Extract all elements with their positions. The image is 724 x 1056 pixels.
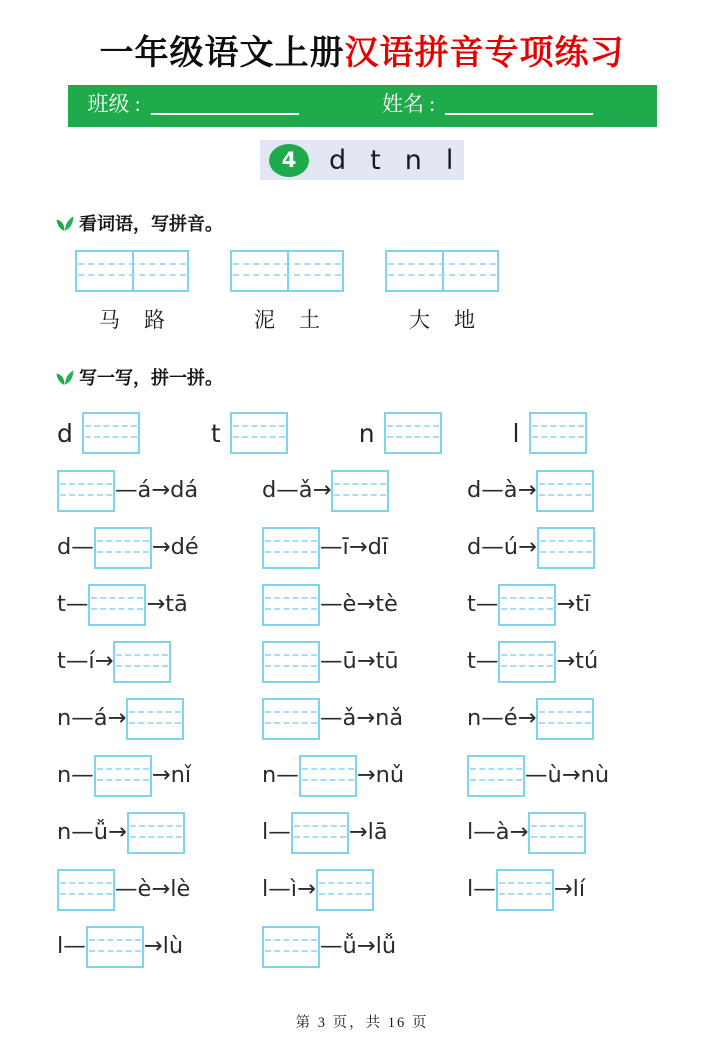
blend-write-box[interactable] (86, 926, 144, 968)
blend-exercise-cell (467, 470, 672, 512)
word-char: 地 (454, 308, 475, 333)
blend-write-box[interactable] (316, 869, 374, 911)
blend-text-before: d—à→ (467, 477, 537, 504)
blend-text-after: —ǎ→nǎ (320, 705, 404, 732)
blend-exercise-cell (262, 926, 467, 968)
name-field (362, 90, 657, 123)
blend-text-after: →tú (556, 648, 599, 675)
blend-write-box[interactable] (536, 698, 594, 740)
blend-text-before: n—ǚ→ (57, 819, 127, 846)
word-char: 马 (99, 308, 120, 333)
pinyin-write-box[interactable] (75, 250, 189, 292)
blend-write-box[interactable] (537, 527, 595, 569)
student-info-bar (68, 85, 657, 127)
blend-text-before: l— (467, 876, 496, 903)
blend-write-box[interactable] (57, 470, 115, 512)
trace-letter: l (512, 418, 520, 448)
word-characters (385, 304, 499, 334)
lesson-letters (329, 144, 454, 176)
blend-row (57, 918, 724, 975)
blend-exercise-cell (262, 698, 467, 740)
blend-exercise-cell (262, 869, 467, 911)
blend-write-box[interactable] (498, 584, 556, 626)
title-black-part: 一年级语文上册 (99, 35, 345, 72)
blend-write-box[interactable] (291, 812, 349, 854)
letter-write-box[interactable] (230, 412, 288, 454)
blend-write-box[interactable] (496, 869, 554, 911)
blend-exercise-cell (57, 812, 262, 854)
blend-text-before: t— (57, 591, 89, 618)
blending-exercise-grid (57, 462, 724, 975)
blend-text-after: —è→lè (115, 876, 191, 903)
blend-text-before: l—à→ (467, 819, 529, 846)
lesson-letter: t (370, 144, 381, 176)
section-2-heading-text: 写一写，拼一拼。 (79, 368, 223, 390)
lesson-letter: l (445, 144, 454, 176)
word-characters (230, 304, 344, 334)
section-1-heading-text: 看词语，写拼音。 (79, 214, 223, 236)
blend-text-after: →nǔ (356, 762, 405, 789)
blend-text-before: n— (57, 762, 94, 789)
blend-text-before: t— (467, 648, 499, 675)
pinyin-word-item (75, 250, 189, 334)
blend-exercise-cell (57, 869, 262, 911)
letter-write-box[interactable] (384, 412, 442, 454)
blend-row (57, 576, 724, 633)
blend-text-after: →lí (553, 876, 586, 903)
trace-letter-item (211, 412, 288, 454)
blend-write-box[interactable] (262, 698, 320, 740)
blend-row (57, 519, 724, 576)
trace-letter: n (358, 418, 375, 448)
blend-exercise-cell (262, 584, 467, 626)
blend-text-after: —ǚ→lǚ (320, 933, 397, 960)
blend-write-box[interactable] (528, 812, 586, 854)
lesson-letter: n (404, 144, 422, 176)
blend-write-box[interactable] (94, 527, 152, 569)
blend-text-after: —á→dá (115, 477, 199, 504)
blend-exercise-cell (262, 812, 467, 854)
blend-exercise-cell (57, 584, 262, 626)
blend-text-after: →tā (146, 591, 188, 618)
blend-text-before: t—í→ (57, 648, 114, 675)
blend-exercise-cell (262, 641, 467, 683)
blend-text-before: n—á→ (57, 705, 127, 732)
blend-text-before: t— (467, 591, 499, 618)
pinyin-word-row (75, 250, 724, 334)
section-1-heading (55, 210, 724, 236)
blend-exercise-cell (467, 812, 672, 854)
blend-text-after: —ī→dī (320, 534, 389, 561)
blend-write-box[interactable] (94, 755, 152, 797)
blend-text-before: n—é→ (467, 705, 537, 732)
blend-exercise-cell (262, 755, 467, 797)
blend-exercise-cell (57, 527, 262, 569)
blend-text-before: l— (262, 819, 291, 846)
blend-exercise-cell (467, 869, 672, 911)
blend-row (57, 747, 724, 804)
pinyin-write-box[interactable] (230, 250, 344, 292)
word-char: 大 (409, 308, 430, 333)
blend-text-after: →nǐ (151, 762, 192, 789)
lesson-header-row (0, 140, 724, 180)
class-label: 班级 : (87, 91, 141, 116)
leaf-sprout-icon (55, 213, 75, 233)
pinyin-word-item (385, 250, 499, 334)
leaf-sprout-icon (55, 367, 75, 387)
trace-letter-row (57, 412, 724, 454)
page-title (0, 32, 724, 76)
blend-write-box[interactable] (536, 470, 594, 512)
trace-letter-item (359, 412, 442, 454)
trace-letter: d (57, 418, 73, 448)
blend-write-box[interactable] (498, 641, 556, 683)
blend-write-box[interactable] (262, 584, 320, 626)
blend-exercise-cell (57, 641, 262, 683)
blend-row (57, 462, 724, 519)
word-char: 土 (299, 308, 320, 333)
lesson-number-badge: 4 (269, 144, 309, 177)
blend-text-after: —è→tè (320, 591, 398, 618)
blend-exercise-cell (57, 926, 262, 968)
blend-write-box[interactable] (467, 755, 525, 797)
blend-write-box[interactable] (262, 527, 320, 569)
blend-text-after: →tī (556, 591, 591, 618)
blend-row (57, 690, 724, 747)
blend-write-box[interactable] (113, 641, 171, 683)
blend-row (57, 633, 724, 690)
blend-exercise-cell (467, 641, 672, 683)
class-field (68, 90, 363, 123)
blend-write-box[interactable] (262, 926, 320, 968)
blend-text-before: d—ǎ→ (262, 477, 332, 504)
blend-exercise-cell (467, 755, 672, 797)
name-blank-line[interactable] (445, 99, 593, 115)
blend-exercise-cell (467, 584, 672, 626)
section-2-heading (55, 364, 724, 390)
pinyin-word-item (230, 250, 344, 334)
blend-exercise-cell (467, 698, 672, 740)
class-blank-line[interactable] (151, 99, 299, 115)
blend-write-box[interactable] (57, 869, 115, 911)
blend-exercise-cell (262, 470, 467, 512)
letter-write-box[interactable] (82, 412, 140, 454)
blend-write-box[interactable] (127, 812, 185, 854)
blend-exercise-cell (57, 698, 262, 740)
blend-exercise-cell (467, 527, 672, 569)
blend-exercise-cell (262, 527, 467, 569)
blend-text-before: d—ú→ (467, 534, 537, 561)
pinyin-write-box[interactable] (385, 250, 499, 292)
blend-text-after: →lā (348, 819, 388, 846)
box-cell-divider (132, 252, 134, 290)
blend-text-after: —ū→tū (320, 648, 399, 675)
blend-text-before: l— (57, 933, 86, 960)
box-cell-divider (442, 252, 444, 290)
trace-letter: t (210, 418, 221, 448)
word-char: 泥 (254, 308, 275, 333)
blend-exercise-cell (57, 470, 262, 512)
blend-write-box[interactable] (299, 755, 357, 797)
blend-write-box[interactable] (88, 584, 146, 626)
blend-text-before: l—ì→ (262, 876, 316, 903)
blend-exercise-cell (57, 755, 262, 797)
trace-letter-item (513, 412, 587, 454)
trace-letter-item (57, 412, 140, 454)
blend-write-box[interactable] (331, 470, 389, 512)
page-number-footer: 第 3 页，共 16 页 (295, 1015, 429, 1031)
blend-write-box[interactable] (262, 641, 320, 683)
letter-write-box[interactable] (529, 412, 587, 454)
word-characters (75, 304, 189, 334)
blend-text-before: n— (262, 762, 299, 789)
blend-write-box[interactable] (126, 698, 184, 740)
blend-text-before: d— (57, 534, 94, 561)
name-label: 姓名 : (382, 91, 436, 116)
blend-row (57, 804, 724, 861)
box-cell-divider (287, 252, 289, 290)
blend-row (57, 861, 724, 918)
word-char: 路 (144, 308, 165, 333)
lesson-header (260, 140, 464, 180)
blend-text-after: —ù→nù (525, 762, 610, 789)
title-red-part: 汉语拼音专项练习 (344, 35, 625, 72)
blend-text-after: →lù (143, 933, 184, 960)
blend-text-after: →dé (151, 534, 199, 561)
lesson-letter: d (329, 144, 347, 176)
